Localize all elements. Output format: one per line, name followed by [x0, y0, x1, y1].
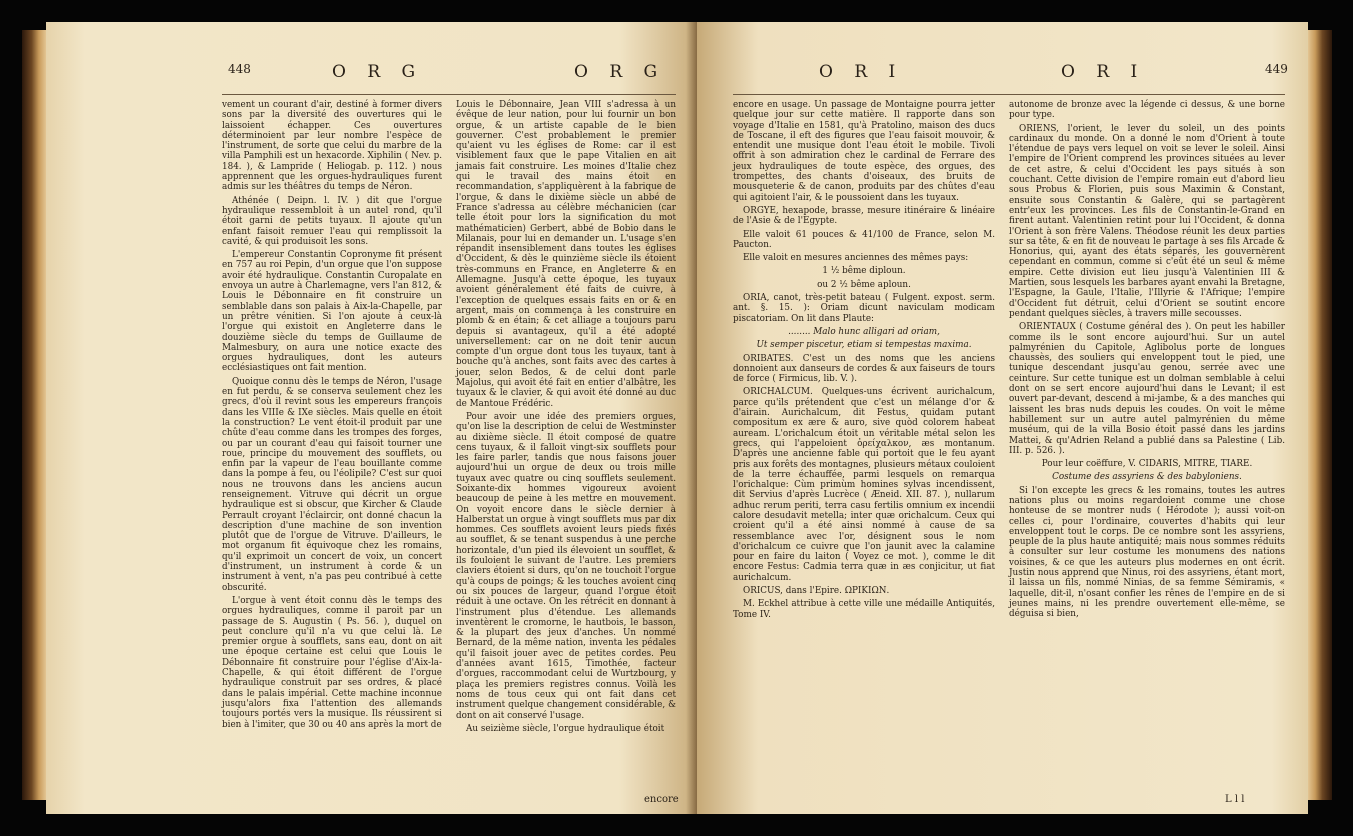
- paragraph: M. Eckhel attribue à cette ville une médaille Antiquités, Tome IV.: [733, 599, 995, 620]
- right-column-2: [1009, 100, 1285, 623]
- verse-line: ........ Malo hunc alligari ad oriam,: [788, 326, 940, 337]
- paragraph: ORIA, canot, très-petit bateau ( Fulgent. expost. serm. ant. §. 15. ): Oriam dicunt naviculam modicam piscatoriam. On lit dans Plaute:: [733, 293, 995, 324]
- paragraph: Elle valoit en mesures anciennes des mêmes pays:: [743, 253, 969, 264]
- left-header-rule: [222, 94, 676, 95]
- paragraph: Si l'on excepte les grecs & les romains, toutes les autres nations plus ou moins regardoient comme une chose honteuse de se montrer nuds ( Hérodote ); aussi voit-on celles ci, pour l'ordinaire, couvertes d'habits qui leur enveloppent tout le corps. De ce nombre sont les assyriens, peuple de la plus haute antiquité; mais nous sommes réduits à consulter sur leur costume les monumens des nations voisines, & ce que les auteurs plus modernes en ont écrit. Justin nous apprend que Ninus, roi des assyriens, étant mort, il laissa un fils, nommé Ninias, de sa femme Sémiramis, « laquelle, dit-il, n'osant confier les rênes de l'empire en de si jeunes mains, ni les prendre ouvertement elle-même, se déguisa si bien,: [1009, 485, 1285, 620]
- left-page: [46, 22, 697, 814]
- right-page-number: 449: [1265, 62, 1288, 76]
- paragraph: Quoique connu dès le temps de Néron, l'usage en fut perdu, & se conserva seulement chez les grecs, d'où il revint sous les empereurs françois dans les VIIIe & IXe siècles. Mais quelle en étoit la construction? Le vent étoit-il produit par une chûte d'eau comme dans les trompes des forges, ou par un courant d'eau qui faisoit tourner une roue, principe du mouvement des soufflets, ou enfin par la vapeur de l'eau bouillante comme dans la pompe à feu, ou l'éolipile? C'est sur quoi nous ne trouvons dans les anciens aucun renseignement. Vitruve qui décrit un orgue hydraulique est si obscur, que Kircher & Claude Perrault croyant l'éclaircir, ont donné chacun la description d'une machine de son invention plutôt que de l'orgue de Vitruve. D'ailleurs, le mot organum fit équivoque chez les romains, qu'il exprimoit un concert de voix, un concert d'instrument, un instrument à corde & un instrument à vent, n'a pas peu contribué à cette obscurité.: [222, 376, 442, 593]
- left-running-head-1: O R G: [332, 62, 424, 82]
- measure-line: ou 2 ½ bême aploun.: [817, 279, 911, 290]
- cross-reference: Pour leur coëffure, V. CIDARIS, MITRE, TIARE.: [1041, 459, 1253, 470]
- paragraph: Athénée ( Deipn. l. IV. ) dit que l'orgue hydraulique ressembloit à un autel rond, qu'il étoit garni de petits tuyaux. Il ajoute qu'un enfant faisoit remuer l'eau qui remplissoit la cavité, & qui produisoit les sons.: [222, 195, 442, 247]
- left-page-header: [46, 62, 697, 86]
- left-column-1: [222, 100, 442, 733]
- signature-mark: L l l: [1225, 794, 1245, 805]
- left-page-number: 448: [228, 62, 251, 76]
- paragraph: ORGYE, hexapode, brasse, mesure itinéraire & linéaire de l'Asie & de l'Egypte.: [733, 205, 995, 227]
- section-title: Costume des assyriens & des babyloniens.: [1052, 472, 1242, 483]
- paragraph: ORIBATES. C'est un des noms que les anciens donnoient aux danseurs de cordes & aux faiseurs de tours de force ( Firmicus, lib. V. ).: [733, 353, 995, 385]
- paragraph: encore en usage. Un passage de Montaigne pourra jetter quelque jour sur cette matière. Il rapporte dans son voyage d'Italie en 1581, qu'à Pratolino, maison des ducs de Toscane, il eft des figures que l'eau faisoit mouvoir, & entendit une musique dont l'eau étoit le mobile. Tivoli offrit à son admiration chez le cardinal de Ferrare des jeux hydrauliques de toute espèce, des orgues, des trompettes, des chants d'oiseaux, des bruits de mousqueterie & de canon, produits par des chûtes d'eau qui agitoient l'air, & le poussoient dans les tuyaux.: [733, 100, 995, 203]
- paragraph: ORICUS, dans l'Epire. ΩΡΙΚΙΩΝ.: [743, 586, 890, 597]
- paragraph: ORICHALCUM. Quelques-uns écrivent aurichalcum, parce qu'ils prétendent que c'est un mélange d'or & d'airain. Aurichalcum, dit Festus, quidam putant compositum ex ære & auro, sive quòd colorem habeat auream. L'orichalcum étoit un véritable métal selon les grecs, qui l'appeloient ὀρείχαλκον, æs montanum. D'après une ancienne fable qui portoit que le feu ayant pris aux forêts des montagnes, plusieurs métaux couloient de la terre échauffée, parmi lesquels on remarqua l'orichalque: Cùm primùm homines sylvas incendissent, dit Servius d'après Lucrèce ( Æneid. XII. 87. ), nullarum adhuc rerum periti, terra casu fertilis omnium ex incendii calore desudavit metella; inter quæ orichalcum. Ceux qui croient qu'il a été ainsi nommé à cause de sa ressemblance avec l'or, désignent sous le nom d'orichalcum ce cuivre que l'on jaunit avec la calamine pour en faire du laiton ( Voyez ce mot. ), comme le dit encore Festus: Cadmia terra quæ in æs conjicitur, ut fiat aurichalcum.: [733, 387, 995, 583]
- right-column-1: [733, 100, 995, 623]
- right-page-header: [697, 62, 1308, 86]
- paragraph: Louis le Débonnaire, Jean VIII s'adressa à un évêque de leur nation, pour lui fournir un bon orgue, & un artiste capable de le bien gouverner. C'est probablement le premier qu'aient vu les églises de Rome: car il est visiblement faux que le pape Vitalien en ait jamais fait construire. Les moines d'Italie chez qui le travail des mains étoit en recommandation, s'appliquèrent à la fabrique de l'orgue, & dans le dixième siècle un abbé de France s'adressa au célèbre méchanicien (car telle étoit pour lors la signification du mot mathématicien) Gerbert, abbé de Bobio dans le Milanais, pour lui en demander un. L'usage s'en répandit insensiblement dans toutes les églises d'Occident, & dès le quinzième siècle ils étoient très-communs en France, en Angleterre & en Allemagne. Jusqu'à cette époque, les tuyaux avoient généralement été faits de cuivre, à l'exception de quelques essais faits en or & en argent, mais on commença à les construire en plomb & en étain; & cet alliage a toujours paru depuis si avantageux, qu'il a été adopté universellement: car on ne doit tenir aucun compte d'un orgue dont tous les tuyaux, tant à bouche qu'à anches, sont faits avec des cartes à jouer, selon Bedos, & de celui dont parle Majolus, qui avoit été fait en entier d'albâtre, les tuyaux & le clavier, & qui avoit été donné au duc de Mantoue Frédéric.: [456, 100, 676, 409]
- right-page: [697, 22, 1308, 814]
- paragraph: ORIENS, l'orient, le lever du soleil, un des points cardinaux du monde. On a donné le nom d'Orient à toute l'étendue de pays vers lequel on voit se lever le soleil. Ainsi l'empire de l'Orient comprend les provinces situées au lever de cet astre, & celui d'Occident les pays situés à son couchant. Cette division de l'empire romain eut d'abord lieu sous Probus & Florien, puis sous Maximin & Constant, ensuite sous Constantin & Galère, qui se partagèrent entr'eux les provinces. Les fils de Constantin-le-Grand en firent autant. Valentinien retint pour lui l'Occident, & donna l'Orient à son frère Valens. Théodose réunit les deux parties sur sa tête, & en fit de nouveau le partage à ses fils Arcade & Honorius, qui, ayant des états séparés, les gouvernèrent cependant en commun, comme si c'eût été un seul & même empire. Cette division eut lieu jusqu'à Valentinien III & Martien, sous lesquels les barbares ayant envahi la Bretagne, l'Espagne, la Gaule, l'Italie, l'Illyrie & l'Afrique; l'empire d'Occident fut détruit, celui d'Orient se soutint encore pendant quelques siècles, à travers mille secousses.: [1009, 123, 1285, 319]
- page-edges-left: [22, 30, 46, 800]
- verse-line: Ut semper piscetur, etiam si tempestas maxima.: [756, 340, 972, 351]
- page-edges-right: [1308, 30, 1332, 800]
- paragraph: Au seizième siècle, l'orgue hydraulique étoit: [466, 723, 665, 734]
- right-running-head-1: O R I: [819, 62, 904, 82]
- paragraph: autonome de bronze avec la légende ci dessus, & une borne pour type.: [1009, 100, 1285, 121]
- paragraph: L'empereur Constantin Copronyme fit présent en 757 au roi Pepin, d'un orgue que l'on suppose avoir été hydraulique. Constantin Curopalate en envoya un autre à Charlemagne, vers l'an 812, & Louis le Débonnaire en fit construire un semblable dans son palais à Aix-la-Chapelle, par un prêtre vénitien. Si l'on ajoute à ceux-là l'orgue qui existoit en Angleterre dans le douzième siècle du temps de Guillaume de Malmesbury, on aura une notice exacte des orgues hydrauliques, dont les auteurs ecclésiastiques ont fait mention.: [222, 250, 442, 374]
- left-column-2: [456, 100, 676, 737]
- measure-line: 1 ½ bême diploun.: [822, 266, 906, 277]
- paragraph: L'orgue à vent étoit connu dès le temps des orgues hydrauliques, comme il paroit par un passage de S. Augustin ( Ps. 56. ), duquel on peut conclure qu'il n'a vu que celui là. Le premier orgue à soufflets, sans eau, dont on ait une époque certaine est celui que Louis le Débonnaire fit construire pour l'église d'Aix-la-Chapelle, & qui étoit différent de l'orgue hydraulique construit par ses ordres, & placé dans le palais impérial. Cette machine inconnue jusqu'alors fixa l'attention des allemands toujours portés vers la musique. Ils réussirent si bien à l'imiter, que 30 ou 40 ans après la mort de: [222, 595, 442, 730]
- paragraph: Pour avoir une idée des premiers orgues, qu'on lise la description de celui de Westminster au dixième siècle. Il étoit composé de quatre cens tuyaux, & il falloit vingt-six soufflets pour les faire parler, tandis que nous faisons jouer aujourd'hui un orgue de deux ou trois mille tuyaux avec quatre ou cinq soufflets seulement. Soixante-dix hommes vigoureux avoient beaucoup de peine à les mettre en mouvement. On voyoit encore dans le siècle dernier à Halberstat un orgue à vingt soufflets mus par dix hommes. Ces soufflets avoient leurs pieds fixés au soufflet, & se tenant suspendus à une perche horizontale, d'un pied ils élevoient un soufflet, & ils fouloient le suivant de l'autre. Les premiers claviers étoient si durs, qu'on ne touchoit l'orgue qu'à coups de poings; & les touches avoient cinq ou six pouces de largeur, quand l'orgue étoit réduit à une octave. On les rétrécit en donnant à l'instrument plus d'étendue. Les allemands inventèrent le cromorne, le hautbois, le basson, & la plupart des jeux d'anches. Un nommé Bernard, de la même nation, inventa les pédales qu'il faisoit jouer avec de petites cordes. Peu d'années avant 1615, Timothée, facteur d'orgues, raccommodant celui de Wurtzbourg, y plaça les premiers registres connus. Voilà les noms de tous ceux qui ont fait dans cet instrument quelque changement considérable, & dont on ait conservé l'usage.: [456, 411, 676, 721]
- open-book: [22, 12, 1332, 824]
- paragraph: vement un courant d'air, destiné à former divers sons par la diversité des ouvertures qui le laissoient échapper. Ces ouvertures déterminoient par leur nombre l'espèce de l'instrument, de sorte que celui du marbre de la villa Pamphili est un hexacorde. Xiphilin ( Nev. p. 184. ), & Lampride ( Heliogab. p. 112. ) nous apprennent que les orgues-hydrauliques furent admis sur les théâtres du temps de Néron.: [222, 100, 442, 193]
- left-running-head-2: O R G: [574, 62, 666, 82]
- right-header-rule: [733, 94, 1285, 95]
- left-catchword: encore: [644, 794, 679, 805]
- right-running-head-2: O R I: [1061, 62, 1146, 82]
- paragraph: ORIENTAUX ( Costume général des ). On peut les habiller comme ils le sont encore aujourd'hui. Sur un autel palmyrénien du Capitole, Aglibolus porte de longues chaussès, des souliers qui enveloppent tout le pied, une tunique descendant jusqu'au genou, serrée avec une ceinture. Sur cette tunique est un dolman semblable à celui dont on se sert encore aujourd'hui dans le Levant; il est ouvert par-devant, descend à mi-jambe, & a des manches qui laissent les bras nuds depuis les coudes. On voit le même habillement sur un autre autel palmyrénien du même muséum, qui de la villa Bosio étoit passé dans les jardins Mattei, & qu'Adrien Reland a publié dans sa Palestine ( Lib. III. p. 526. ).: [1009, 322, 1285, 456]
- paragraph: Elle valoit 61 pouces & 41/100 de France, selon M. Paucton.: [733, 229, 995, 250]
